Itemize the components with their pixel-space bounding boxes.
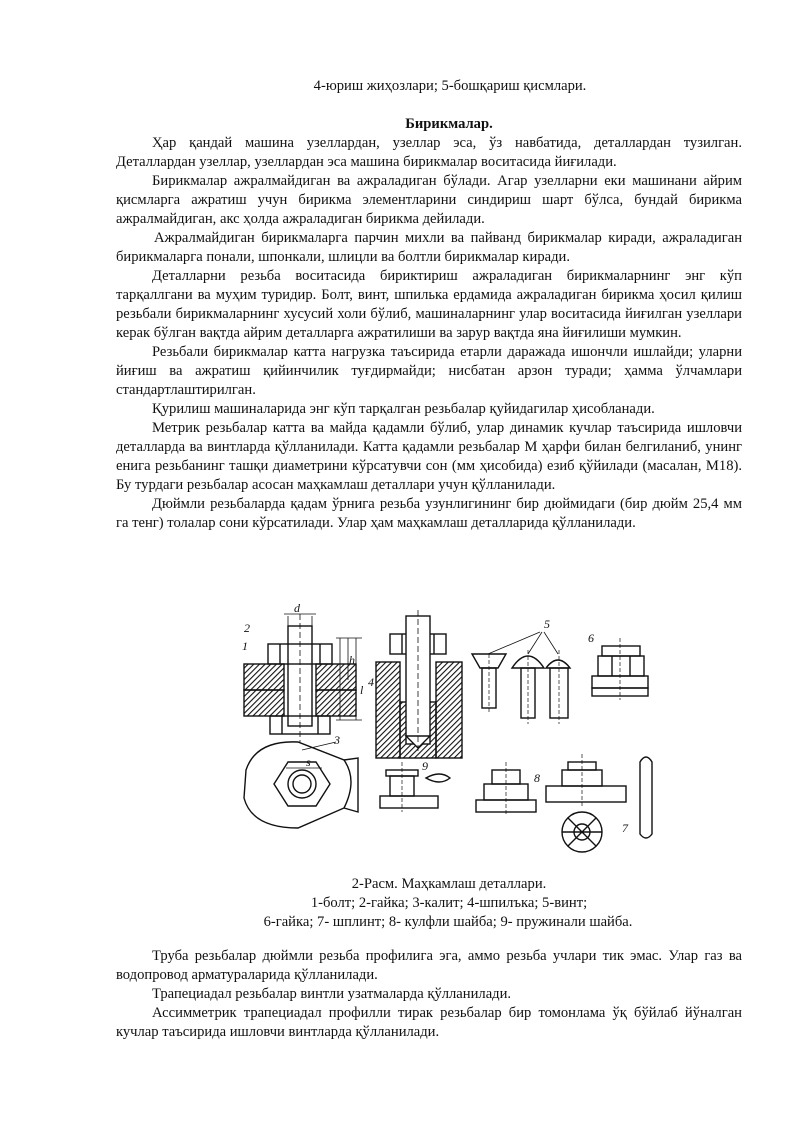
body-text-upper xyxy=(116,77,742,533)
figure-label-1: 1 xyxy=(242,639,248,653)
castle-nut xyxy=(592,638,648,700)
figure-label-5: 5 xyxy=(544,617,550,631)
cotter-pin-assembly xyxy=(546,754,652,852)
caption-line: 1-болт; 2-гайка; 3-калит; 4-шпилъка; 5-винт; xyxy=(310,895,588,911)
paragraph: Дюймли резьбаларда қадам ўрнига резьба узунлигининг бир дюймидаги (бир дюйм 25,4 мм га тенг) толалар сони кўрсатилади. Улар ҳам маҳкамлаш деталларида қўлланилади. xyxy=(116,496,742,531)
lock-washer xyxy=(476,762,536,816)
caption-title: 2-Расм. Маҳкамлаш деталлари. xyxy=(351,876,547,892)
fasteners-figure xyxy=(236,602,670,864)
figure-caption xyxy=(116,875,742,932)
section-heading: Бирикмалар. xyxy=(405,116,493,132)
body-text-lower xyxy=(116,947,742,1042)
paragraph: Трапециадал резьбалар винтли узатмаларда қўлланилади. xyxy=(152,986,512,1002)
paragraph: Ажралмайдиган бирикмаларга парчин михли ва пайванд бирикмалар киради, ажраладиган бирикмаларга понали, шпонкали, шлицли ва болтли бирикмалар киради. xyxy=(116,230,742,265)
figure-label-6: 6 xyxy=(588,631,594,645)
spring-washer xyxy=(380,762,450,812)
paragraph: Деталларни резьба воситасида бириктириш ажраладиган бирикмаларнинг энг кўп тарқаллгани ва муҳим туридир. Болт, винт, шпилька ердамида ажраладиган бирикма ҳосил қилиш резьбали бирикмаларнинг хусусий холи бўлиб, машиналарнинг улар воситасида йиғилган узеллари керак бўлган вақтда айрим деталларга ажратилиши ва зарур вақтда яна йиғилиши мумкин. xyxy=(116,268,742,341)
figure-label-9: 9 xyxy=(422,759,428,773)
bolt-assembly xyxy=(244,614,362,742)
figure-label-l: l xyxy=(360,683,364,697)
caption-line: 6-гайка; 7- шплинт; 8- кулфли шайба; 9- пружинали шайба. xyxy=(263,914,633,930)
top-line: 4-юриш жиҳозлари; 5-бошқариш қисмлари. xyxy=(313,78,587,94)
paragraph: Резьбали бирикмалар катта нагрузка таъсирида етарли даражада ишончли ишлайди; уларни йиғиш ва ажратиш қийинчилик туғдирмайди; нисбатан арзон туради; ҳамма ўлчамлари стандартлаштирилган. xyxy=(116,344,742,398)
paragraph: Бирикмалар ажралмайдиган ва ажраладиган бўлади. Агар узелларни еки машинани айрим қисмларга ажратиш учун бирикма элементларини синдириш шарт бўлса, бундай бирикма ажралмайдиган, акс ҳолда ажраладиган бирикма дейилади. xyxy=(116,173,742,227)
figure-label-3: 3 xyxy=(334,733,340,747)
screws xyxy=(472,632,570,724)
paragraph: Ҳар қандай машина узеллардан, узеллар эса, ўз навбатида, деталлардан тузилган. Деталлардан узеллар, узеллардан эса машина бирикмалар воситасида йиғилади. xyxy=(116,135,742,170)
figure-label-d: d xyxy=(294,602,300,615)
figure-label-s: s xyxy=(306,755,311,769)
stud-assembly xyxy=(376,610,462,758)
paragraph: Метрик резьбалар катта ва майда қадамли бўлиб, улар динамик кучлар таъсирида ишловчи деталларда ва винтларда қўлланилади. Катта қадамли резьбалар М ҳарфи билан белгиланиб, унинг енига резьбанинг ташқи диаметрини кўрсатувчи сон (мм ҳисобида) езиб қўйилади (масалан, М18). Бу турдаги резьбалар асосан маҳкамлаш деталлари учун қўлланилади. xyxy=(116,420,742,493)
figure-label-2: 2 xyxy=(244,621,250,635)
figure-label-8: 8 xyxy=(534,771,540,785)
figure-label-7: 7 xyxy=(622,821,628,835)
wrench xyxy=(244,742,358,828)
paragraph: Ассимметрик трапециадал профилли тирак резьбалар бир томонлама ўқ бўйлаб йўналган кучлар таъсирида ишловчи винтларда қўлланилади. xyxy=(116,1005,742,1040)
figure-label-h: h xyxy=(349,653,355,667)
paragraph: Труба резьбалар дюймли резьба профилига эга, аммо резьба учлари тик эмас. Улар газ ва водопровод арматураларида қўлланилади. xyxy=(116,948,742,983)
paragraph: Қурилиш машиналарида энг кўп тарқалган резьбалар қуйидагилар ҳисобланади. xyxy=(152,401,655,417)
figure-label-4: 4 xyxy=(368,675,374,689)
